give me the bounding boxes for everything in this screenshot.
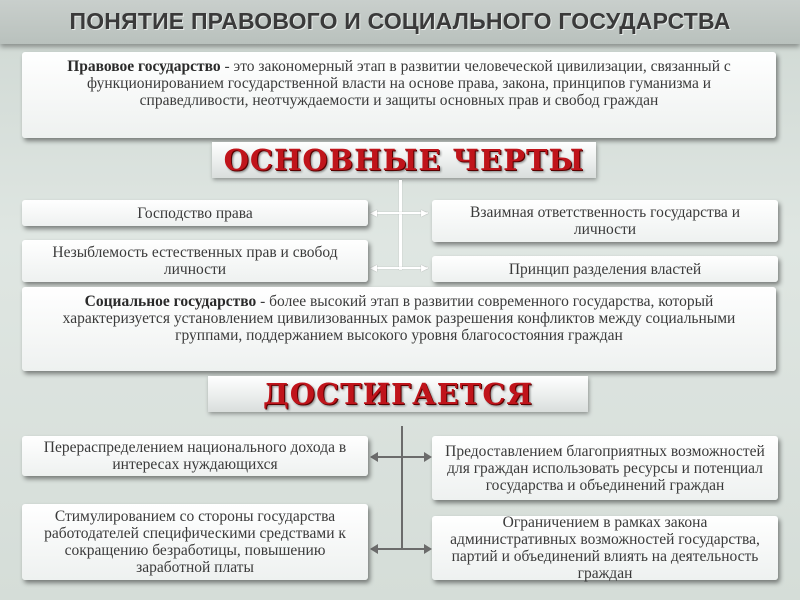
means-arrow-right-bottom-icon: [424, 544, 432, 554]
social-state-term: Социальное государство: [84, 293, 257, 310]
means-opportunities: [432, 436, 778, 500]
feature-mutual-responsibility: [432, 200, 778, 242]
arrow-right-bottom-icon: ▸: [421, 260, 429, 276]
means-restriction: [432, 516, 778, 580]
title-bar: [0, 0, 800, 44]
arrow-left-bottom-icon: ◂: [370, 260, 378, 276]
feature-inviolability-text: Незыблемость естественных прав и свобод личности: [52, 244, 338, 278]
feature-separation-of-powers-text: Принцип разделения властей: [508, 260, 702, 278]
means-connector-top: [376, 456, 426, 458]
feature-inviolability: [22, 240, 368, 282]
feature-rule-of-law: [22, 200, 368, 226]
means-stimulation-text: Стимулированием со стороны государства работодателей специфическими средствами к сокращению безработицы, повышению заработной платы: [44, 508, 346, 576]
social-state-text: - более высокий этап в развитии современного государства, который характеризуется установлением цивилизованных рамок разрешения конфликтов между социальными группами, поддержанием высокого уровня благосостояния граждан: [62, 293, 736, 344]
achieved-banner-text: ДОСТИГАЕТСЯ: [262, 377, 534, 411]
features-banner: [212, 142, 596, 178]
features-vertical-connector: [399, 180, 402, 270]
legal-state-definition: [22, 52, 776, 138]
arrow-right-top-icon: ▸: [421, 205, 429, 221]
legal-state-text: - это закономерный этап в развитии человеческой цивилизации, связанный с функционированием государственной власти на основе права, закона, принципов гуманизма и справедливости, неотчуждаемости и защиты основных прав и свобод граждан: [86, 58, 731, 109]
page-title: ПОНЯТИЕ ПРАВОВОГО И СОЦИАЛЬНОГО ГОСУДАРСТВА: [69, 8, 731, 34]
arrow-left-top-icon: ◂: [370, 205, 378, 221]
means-opportunities-text: Предоставлением благоприятных возможностей для граждан использовать ресурсы и потенциал государства и объединений граждан: [445, 442, 765, 494]
means-redistribution: [22, 436, 368, 476]
means-redistribution-text: Перераспределением национального дохода в интересах нуждающихся: [43, 439, 347, 473]
legal-state-term: Правовое государство: [67, 58, 221, 75]
means-connector-bottom: [376, 548, 426, 550]
means-stimulation: [22, 504, 368, 580]
features-banner-text: ОСНОВНЫЕ ЧЕРТЫ: [223, 143, 585, 177]
means-restriction-text: Ограничением в рамках закона административных возможностей государства, партий и объединений влиять на деятельность граждан: [450, 514, 760, 582]
social-state-definition: [22, 287, 776, 371]
achieved-banner: [208, 376, 588, 412]
feature-mutual-responsibility-text: Взаимная ответственность государства и личности: [470, 204, 740, 238]
feature-rule-of-law-text: Господство права: [137, 204, 253, 222]
means-arrow-right-top-icon: [424, 452, 432, 462]
feature-separation-of-powers: [432, 256, 778, 282]
means-arrow-left-bottom-icon: [370, 544, 378, 554]
means-vertical-connector: [401, 426, 403, 550]
means-arrow-left-top-icon: [370, 452, 378, 462]
